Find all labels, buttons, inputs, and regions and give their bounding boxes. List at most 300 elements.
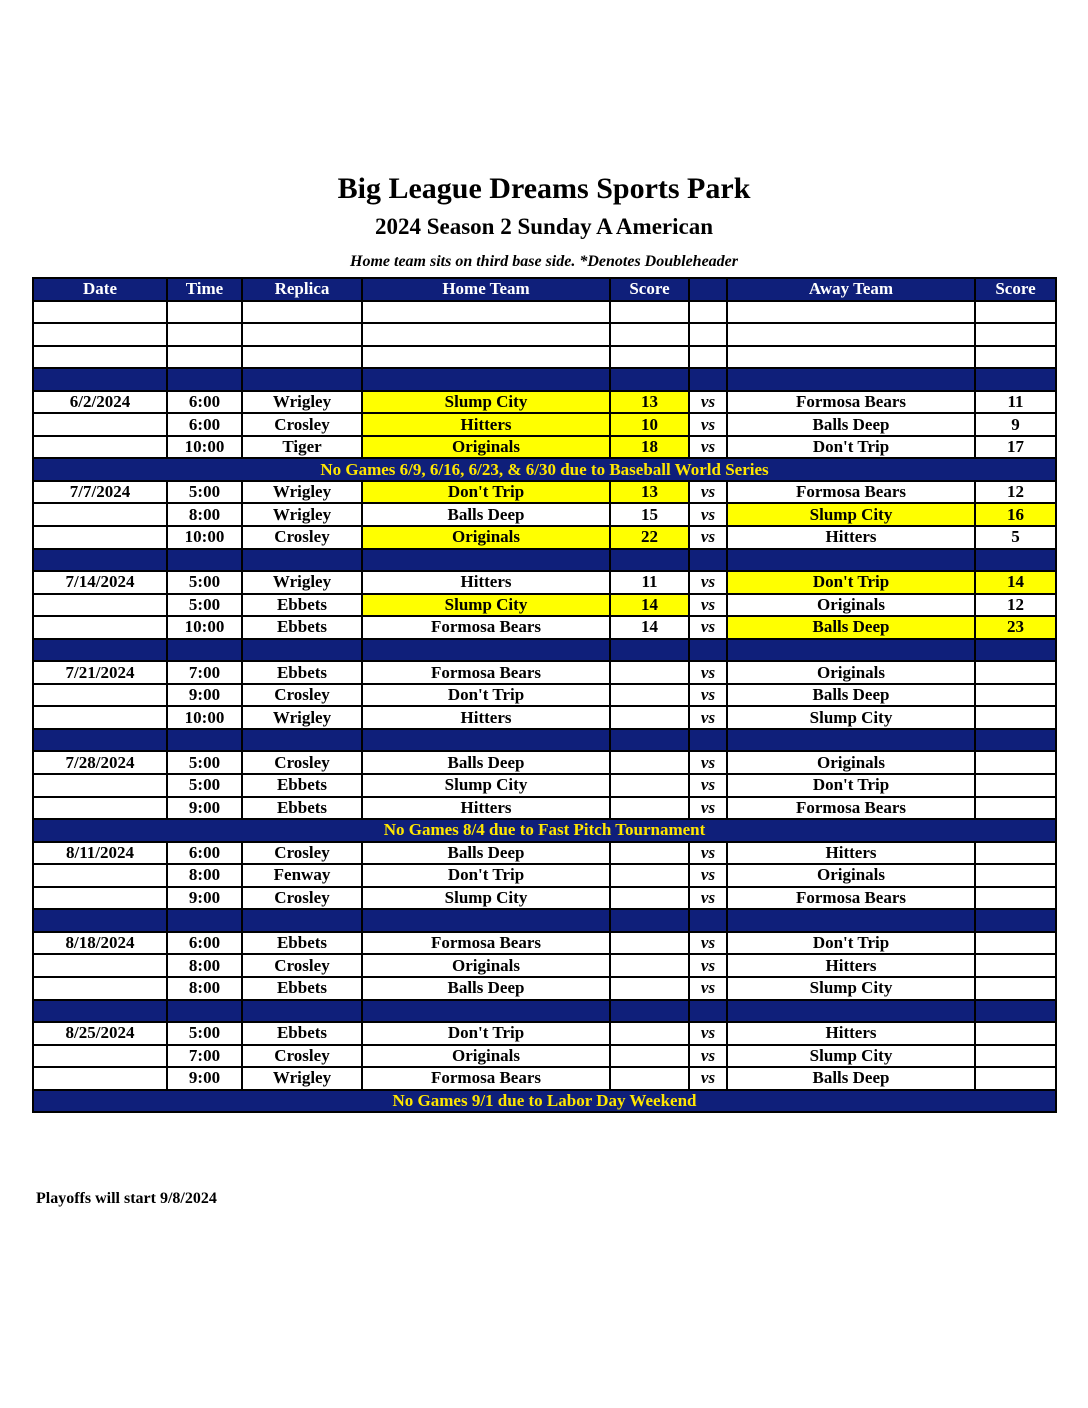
empty-cell [362, 909, 610, 932]
home-score-cell [610, 1022, 689, 1045]
schedule-notice-row [33, 819, 1056, 842]
away-score-cell [975, 842, 1056, 865]
empty-cell [727, 323, 975, 346]
schedule-notice: No Games 8/4 due to Fast Pitch Tournament [33, 819, 1056, 842]
date-cell [33, 503, 167, 526]
home-score-cell [610, 887, 689, 910]
empty-cell [33, 639, 167, 662]
home-score-cell: 13 [610, 481, 689, 504]
empty-cell [975, 729, 1056, 752]
blank-row [33, 301, 1056, 324]
date-cell [33, 526, 167, 549]
date-cell [33, 413, 167, 436]
date-cell: 8/25/2024 [33, 1022, 167, 1045]
home-score-cell [610, 1067, 689, 1090]
empty-cell [33, 909, 167, 932]
away-score-cell [975, 1022, 1056, 1045]
replica-cell: Ebbets [242, 1022, 362, 1045]
replica-cell: Crosley [242, 684, 362, 707]
home-team-cell: Don't Trip [362, 1022, 610, 1045]
empty-cell [975, 346, 1056, 369]
vs-cell: vs [689, 954, 727, 977]
schedule-notice: No Games 6/9, 6/16, 6/23, & 6/30 due to Baseball World Series [33, 458, 1056, 481]
empty-cell [689, 368, 727, 391]
empty-cell [33, 368, 167, 391]
date-cell: 7/14/2024 [33, 571, 167, 594]
date-cell [33, 887, 167, 910]
away-score-cell [975, 954, 1056, 977]
home-score-cell [610, 797, 689, 820]
empty-cell [727, 368, 975, 391]
vs-cell: vs [689, 774, 727, 797]
empty-cell [242, 729, 362, 752]
empty-cell [610, 549, 689, 572]
away-team-cell: Slump City [727, 1045, 975, 1068]
time-cell: 6:00 [167, 413, 242, 436]
game-row [33, 774, 1056, 797]
time-cell: 8:00 [167, 954, 242, 977]
empty-cell [610, 729, 689, 752]
time-cell: 10:00 [167, 706, 242, 729]
separator-row [33, 368, 1056, 391]
page-title: Big League Dreams Sports Park [337, 172, 751, 205]
time-cell: 5:00 [167, 1022, 242, 1045]
replica-cell: Wrigley [242, 481, 362, 504]
empty-cell [727, 729, 975, 752]
empty-cell [975, 323, 1056, 346]
empty-cell [242, 301, 362, 324]
home-score-cell [610, 774, 689, 797]
empty-cell [610, 323, 689, 346]
date-cell [33, 954, 167, 977]
vs-cell: vs [689, 571, 727, 594]
time-cell: 6:00 [167, 391, 242, 414]
empty-cell [242, 368, 362, 391]
time-cell: 8:00 [167, 864, 242, 887]
empty-cell [167, 729, 242, 752]
vs-cell: vs [689, 481, 727, 504]
replica-cell: Ebbets [242, 977, 362, 1000]
home-team-cell: Slump City [362, 594, 610, 617]
game-row [33, 413, 1056, 436]
game-row [33, 751, 1056, 774]
home-team-cell: Balls Deep [362, 842, 610, 865]
empty-cell [167, 549, 242, 572]
empty-cell [975, 301, 1056, 324]
home-score-cell: 10 [610, 413, 689, 436]
replica-cell: Tiger [242, 436, 362, 459]
col-header-time: Time [167, 278, 242, 301]
empty-cell [362, 368, 610, 391]
date-cell: 7/21/2024 [33, 661, 167, 684]
home-team-cell: Don't Trip [362, 864, 610, 887]
away-score-cell: 11 [975, 391, 1056, 414]
empty-cell [167, 639, 242, 662]
col-header-date: Date [33, 278, 167, 301]
empty-cell [362, 323, 610, 346]
empty-cell [167, 323, 242, 346]
empty-cell [362, 729, 610, 752]
game-row [33, 1045, 1056, 1068]
col-header-away-team: Away Team [727, 278, 975, 301]
empty-cell [975, 549, 1056, 572]
empty-cell [727, 1000, 975, 1023]
home-team-cell: Formosa Bears [362, 932, 610, 955]
home-score-cell: 22 [610, 526, 689, 549]
game-row [33, 706, 1056, 729]
away-score-cell [975, 932, 1056, 955]
date-cell [33, 594, 167, 617]
away-team-cell: Hitters [727, 954, 975, 977]
home-score-cell [610, 661, 689, 684]
time-cell: 10:00 [167, 436, 242, 459]
col-header-replica: Replica [242, 278, 362, 301]
home-score-cell [610, 842, 689, 865]
separator-row [33, 909, 1056, 932]
away-score-cell: 17 [975, 436, 1056, 459]
home-score-cell [610, 1045, 689, 1068]
home-team-cell: Balls Deep [362, 503, 610, 526]
replica-cell: Crosley [242, 751, 362, 774]
empty-cell [610, 346, 689, 369]
vs-cell: vs [689, 706, 727, 729]
schedule-notice-row [33, 1090, 1056, 1113]
date-cell [33, 774, 167, 797]
game-row [33, 503, 1056, 526]
empty-cell [689, 301, 727, 324]
game-row [33, 932, 1056, 955]
vs-cell: vs [689, 1045, 727, 1068]
empty-cell [689, 549, 727, 572]
away-team-cell: Don't Trip [727, 932, 975, 955]
away-score-cell [975, 661, 1056, 684]
home-team-cell: Hitters [362, 413, 610, 436]
away-score-cell: 14 [975, 571, 1056, 594]
empty-cell [610, 368, 689, 391]
schedule-notice-row [33, 458, 1056, 481]
away-team-cell: Formosa Bears [727, 481, 975, 504]
date-cell: 7/28/2024 [33, 751, 167, 774]
empty-cell [242, 549, 362, 572]
home-score-cell: 14 [610, 594, 689, 617]
home-score-cell [610, 706, 689, 729]
game-row [33, 684, 1056, 707]
empty-cell [727, 301, 975, 324]
table-header-row [33, 278, 1056, 301]
blank-row [33, 346, 1056, 369]
away-team-cell: Formosa Bears [727, 797, 975, 820]
vs-cell: vs [689, 526, 727, 549]
away-team-cell: Don't Trip [727, 436, 975, 459]
away-score-cell [975, 751, 1056, 774]
away-team-cell: Slump City [727, 706, 975, 729]
away-score-cell [975, 706, 1056, 729]
home-score-cell [610, 751, 689, 774]
away-score-cell [975, 684, 1056, 707]
away-score-cell [975, 1045, 1056, 1068]
game-row [33, 526, 1056, 549]
away-team-cell: Originals [727, 661, 975, 684]
replica-cell: Crosley [242, 1045, 362, 1068]
separator-row [33, 729, 1056, 752]
empty-cell [167, 368, 242, 391]
home-team-cell: Originals [362, 954, 610, 977]
away-team-cell: Formosa Bears [727, 887, 975, 910]
game-row [33, 571, 1056, 594]
home-team-cell: Slump City [362, 887, 610, 910]
vs-cell: vs [689, 864, 727, 887]
away-score-cell: 5 [975, 526, 1056, 549]
time-cell: 5:00 [167, 594, 242, 617]
date-cell: 7/7/2024 [33, 481, 167, 504]
away-score-cell: 9 [975, 413, 1056, 436]
empty-cell [362, 549, 610, 572]
empty-cell [167, 346, 242, 369]
home-team-cell: Originals [362, 436, 610, 459]
away-team-cell: Formosa Bears [727, 391, 975, 414]
empty-cell [727, 639, 975, 662]
replica-cell: Ebbets [242, 774, 362, 797]
replica-cell: Ebbets [242, 616, 362, 639]
time-cell: 9:00 [167, 797, 242, 820]
home-team-cell: Slump City [362, 391, 610, 414]
empty-cell [242, 1000, 362, 1023]
vs-cell: vs [689, 413, 727, 436]
away-score-cell: 16 [975, 503, 1056, 526]
empty-cell [242, 639, 362, 662]
away-team-cell: Originals [727, 864, 975, 887]
away-score-cell: 12 [975, 481, 1056, 504]
date-cell [33, 797, 167, 820]
time-cell: 10:00 [167, 526, 242, 549]
time-cell: 6:00 [167, 932, 242, 955]
vs-cell: vs [689, 797, 727, 820]
game-row [33, 594, 1056, 617]
away-team-cell: Slump City [727, 503, 975, 526]
date-cell: 8/11/2024 [33, 842, 167, 865]
home-team-cell: Hitters [362, 571, 610, 594]
vs-cell: vs [689, 436, 727, 459]
replica-cell: Fenway [242, 864, 362, 887]
empty-cell [33, 346, 167, 369]
vs-cell: vs [689, 594, 727, 617]
time-cell: 5:00 [167, 481, 242, 504]
date-cell [33, 684, 167, 707]
empty-cell [362, 639, 610, 662]
empty-cell [610, 909, 689, 932]
time-cell: 8:00 [167, 977, 242, 1000]
away-team-cell: Hitters [727, 526, 975, 549]
time-cell: 8:00 [167, 503, 242, 526]
home-team-cell: Originals [362, 526, 610, 549]
away-team-cell: Balls Deep [727, 684, 975, 707]
vs-cell: vs [689, 977, 727, 1000]
home-team-cell: Formosa Bears [362, 661, 610, 684]
schedule-table [32, 277, 1057, 1113]
empty-cell [362, 346, 610, 369]
home-team-cell: Don't Trip [362, 481, 610, 504]
replica-cell: Ebbets [242, 932, 362, 955]
date-cell [33, 864, 167, 887]
away-score-cell: 12 [975, 594, 1056, 617]
game-row [33, 842, 1056, 865]
empty-cell [975, 639, 1056, 662]
time-cell: 9:00 [167, 1067, 242, 1090]
home-team-cell: Hitters [362, 797, 610, 820]
away-score-cell [975, 977, 1056, 1000]
empty-cell [33, 301, 167, 324]
away-score-cell: 23 [975, 616, 1056, 639]
date-cell: 8/18/2024 [33, 932, 167, 955]
time-cell: 7:00 [167, 661, 242, 684]
date-cell [33, 977, 167, 1000]
empty-cell [167, 909, 242, 932]
time-cell: 9:00 [167, 887, 242, 910]
away-score-cell [975, 1067, 1056, 1090]
date-cell: 6/2/2024 [33, 391, 167, 414]
replica-cell: Crosley [242, 526, 362, 549]
away-team-cell: Slump City [727, 977, 975, 1000]
schedule-notice: No Games 9/1 due to Labor Day Weekend [33, 1090, 1056, 1113]
col-header-home-score: Score [610, 278, 689, 301]
home-score-cell [610, 864, 689, 887]
game-row [33, 1067, 1056, 1090]
vs-cell: vs [689, 391, 727, 414]
replica-cell: Ebbets [242, 594, 362, 617]
empty-cell [242, 323, 362, 346]
empty-cell [33, 549, 167, 572]
time-cell: 6:00 [167, 842, 242, 865]
home-score-cell [610, 954, 689, 977]
time-cell: 5:00 [167, 751, 242, 774]
game-row [33, 977, 1056, 1000]
empty-cell [362, 1000, 610, 1023]
replica-cell: Crosley [242, 954, 362, 977]
home-team-cell: Formosa Bears [362, 1067, 610, 1090]
away-team-cell: Hitters [727, 842, 975, 865]
game-row [33, 661, 1056, 684]
replica-cell: Wrigley [242, 503, 362, 526]
separator-row [33, 1000, 1056, 1023]
col-header-home-team: Home Team [362, 278, 610, 301]
home-score-cell: 18 [610, 436, 689, 459]
col-header-away-score: Score [975, 278, 1056, 301]
vs-cell: vs [689, 616, 727, 639]
home-score-cell [610, 977, 689, 1000]
empty-cell [975, 368, 1056, 391]
col-header-vs [689, 278, 727, 301]
home-score-cell: 13 [610, 391, 689, 414]
empty-cell [167, 301, 242, 324]
home-team-cell: Slump City [362, 774, 610, 797]
replica-cell: Wrigley [242, 1067, 362, 1090]
empty-cell [689, 346, 727, 369]
empty-cell [33, 1000, 167, 1023]
home-score-cell: 14 [610, 616, 689, 639]
game-row [33, 887, 1056, 910]
home-score-cell [610, 932, 689, 955]
home-score-cell: 15 [610, 503, 689, 526]
replica-cell: Wrigley [242, 571, 362, 594]
empty-cell [362, 301, 610, 324]
empty-cell [727, 909, 975, 932]
playoffs-note: Playoffs will start 9/8/2024 [36, 1190, 217, 1207]
empty-cell [727, 346, 975, 369]
vs-cell: vs [689, 751, 727, 774]
empty-cell [33, 729, 167, 752]
game-row [33, 797, 1056, 820]
empty-cell [689, 1000, 727, 1023]
empty-cell [689, 729, 727, 752]
home-team-cell: Balls Deep [362, 751, 610, 774]
time-cell: 9:00 [167, 684, 242, 707]
replica-cell: Crosley [242, 842, 362, 865]
separator-row [33, 639, 1056, 662]
page-subtitle: 2024 Season 2 Sunday A American [374, 214, 714, 239]
vs-cell: vs [689, 842, 727, 865]
game-row [33, 436, 1056, 459]
replica-cell: Ebbets [242, 797, 362, 820]
time-cell: 7:00 [167, 1045, 242, 1068]
vs-cell: vs [689, 503, 727, 526]
schedule-note: Home team sits on third base side. *Denotes Doubleheader [350, 253, 738, 270]
time-cell: 10:00 [167, 616, 242, 639]
game-row [33, 616, 1056, 639]
vs-cell: vs [689, 1022, 727, 1045]
away-score-cell [975, 864, 1056, 887]
date-cell [33, 1045, 167, 1068]
replica-cell: Crosley [242, 413, 362, 436]
empty-cell [689, 323, 727, 346]
away-score-cell [975, 774, 1056, 797]
away-team-cell: Balls Deep [727, 1067, 975, 1090]
date-cell [33, 1067, 167, 1090]
home-team-cell: Hitters [362, 706, 610, 729]
separator-row [33, 549, 1056, 572]
game-row [33, 864, 1056, 887]
home-team-cell: Don't Trip [362, 684, 610, 707]
replica-cell: Wrigley [242, 391, 362, 414]
empty-cell [975, 909, 1056, 932]
vs-cell: vs [689, 1067, 727, 1090]
away-team-cell: Don't Trip [727, 571, 975, 594]
schedule-body [33, 301, 1056, 1113]
blank-row [33, 323, 1056, 346]
empty-cell [610, 639, 689, 662]
home-score-cell [610, 684, 689, 707]
home-score-cell: 11 [610, 571, 689, 594]
empty-cell [610, 1000, 689, 1023]
vs-cell: vs [689, 887, 727, 910]
replica-cell: Wrigley [242, 706, 362, 729]
vs-cell: vs [689, 661, 727, 684]
away-score-cell [975, 887, 1056, 910]
away-team-cell: Balls Deep [727, 616, 975, 639]
time-cell: 5:00 [167, 774, 242, 797]
empty-cell [689, 639, 727, 662]
empty-cell [242, 909, 362, 932]
empty-cell [242, 346, 362, 369]
vs-cell: vs [689, 932, 727, 955]
away-team-cell: Hitters [727, 1022, 975, 1045]
away-team-cell: Originals [727, 594, 975, 617]
empty-cell [33, 323, 167, 346]
empty-cell [167, 1000, 242, 1023]
empty-cell [689, 909, 727, 932]
replica-cell: Ebbets [242, 661, 362, 684]
replica-cell: Crosley [242, 887, 362, 910]
game-row [33, 954, 1056, 977]
